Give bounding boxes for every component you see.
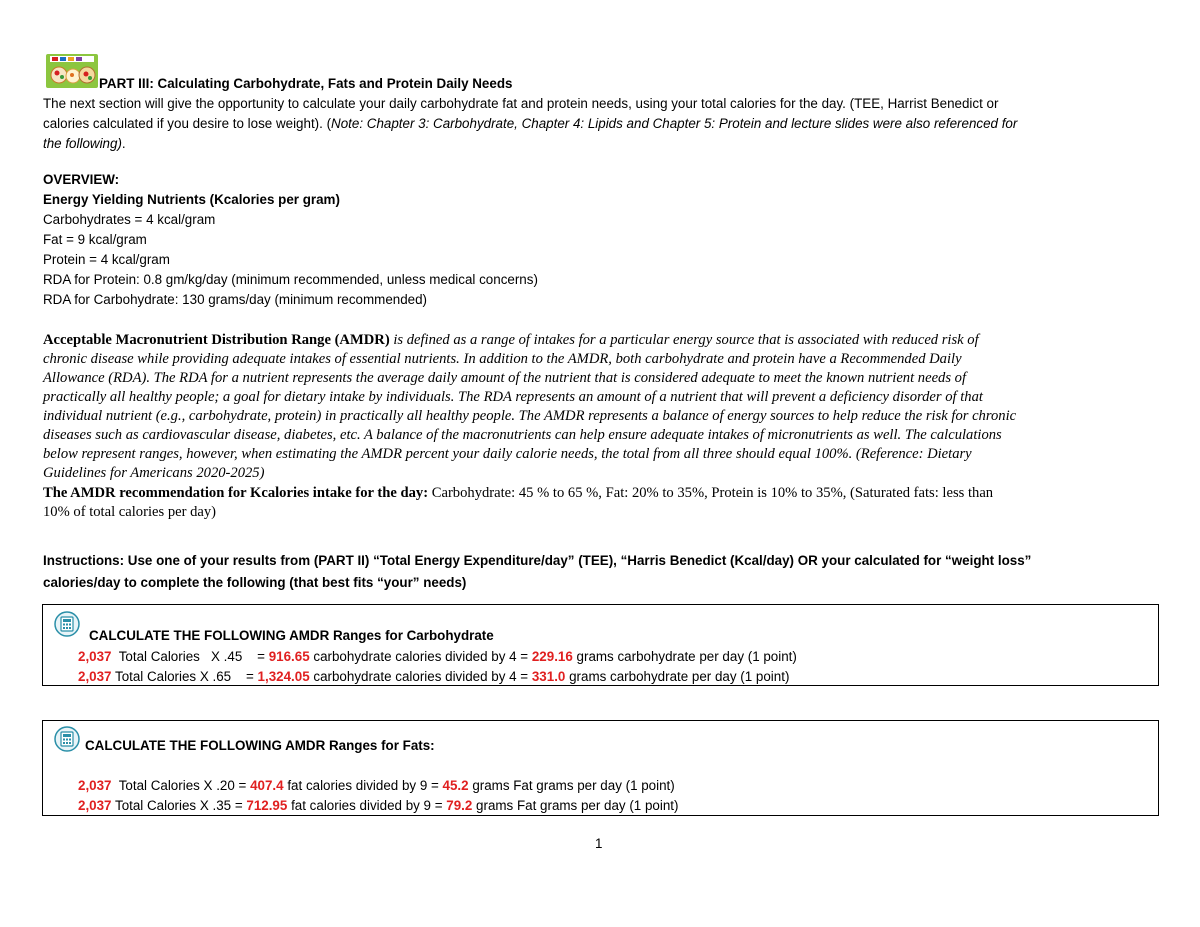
- fat-grams-value: 45.2: [442, 778, 469, 793]
- total-calories-value: 2,037: [78, 669, 112, 684]
- intro-line-3: [43, 134, 126, 154]
- row-text: Total Calories X .35 =: [111, 798, 247, 813]
- calculator-icon: [54, 611, 80, 637]
- amdr-recommendation: [43, 484, 993, 503]
- carbohydrate-box: [42, 604, 1159, 686]
- amdr-line: practically all healthy people; a goal for dietary intake by individuals. The RDA represents an amount of a nutrient that will prevent a deficiency disorder of that: [43, 389, 983, 405]
- amdr-term: Acceptable Macronutrient Distribution Range (AMDR): [43, 332, 390, 348]
- row-text: grams carbohydrate per day (1 point): [565, 669, 790, 684]
- amdr-line: chronic disease while providing adequate intakes of essential nutrients. In addition to the AMDR, both carbohydrate and protein have a Recommended Daily: [43, 351, 962, 367]
- amdr-recommendation-2: 10% of total calories per day): [43, 504, 217, 520]
- intro-line-1: The next section will give the opportunity to calculate your daily carbohydrate fat and protein needs, using your total calories for the day. (TEE, Harrist Benedict or: [43, 96, 999, 111]
- carb-calories-value: 1,324.05: [257, 669, 310, 684]
- food-plate-icon: [46, 54, 98, 88]
- fats-box: [42, 720, 1159, 816]
- amdr-line: Guidelines for Americans 2020-2025): [43, 465, 265, 481]
- row-text: carbohydrate calories divided by 4 =: [309, 649, 532, 664]
- row-text: Total Calories X .45 =: [111, 649, 269, 664]
- overview-subheading: Energy Yielding Nutrients (Kcalories per gram): [43, 192, 340, 207]
- carb-grams-value: 229.16: [531, 649, 573, 664]
- calculator-icon: [54, 726, 80, 752]
- overview-line: Carbohydrates = 4 kcal/gram: [43, 212, 216, 227]
- fat-grams-value: 79.2: [446, 798, 473, 813]
- overview-line: Fat = 9 kcal/gram: [43, 232, 147, 247]
- page-number: 1: [595, 836, 603, 851]
- row-text: grams carbohydrate per day (1 point): [572, 649, 797, 664]
- amdr-line-1: [43, 331, 979, 350]
- row-text: fat calories divided by 9 =: [287, 798, 447, 813]
- overview-line: RDA for Protein: 0.8 gm/kg/day (minimum recommended, unless medical concerns): [43, 272, 538, 287]
- carb-calories-value: 916.65: [268, 649, 310, 664]
- intro-period: .: [121, 136, 126, 151]
- fat-calories-value: 407.4: [250, 778, 284, 793]
- intro-note: Note: Chapter 3: Carbohydrate, Chapter 4: Lipids and Chapter 5: Protein and lecture slides were also referenced for: [331, 116, 1018, 131]
- carb-grams-value: 331.0: [531, 669, 566, 684]
- amdr-line: below represent ranges, however, when estimating the AMDR percent your daily calorie needs, the total from all three should equal 100%. (Reference: Dietary: [43, 446, 972, 462]
- row-text: grams Fat grams per day (1 point): [472, 798, 679, 813]
- instructions-line-1: Instructions: Use one of your results from (PART II) “Total Energy Expenditure/day” (TEE), “Harris Benedict (Kcal/day) OR your calculated for “weight loss”: [43, 553, 1032, 568]
- amdr-rec-label: The AMDR recommendation for Kcalories intake for the day:: [43, 485, 429, 501]
- carb-row: [78, 647, 797, 667]
- instructions-line-2: calories/day to complete the following (that best fits “your” needs): [43, 575, 467, 590]
- total-calories-value: 2,037: [78, 649, 112, 664]
- section-title: PART III: Calculating Carbohydrate, Fats and Protein Daily Needs: [99, 76, 513, 91]
- row-text: grams Fat grams per day (1 point): [468, 778, 675, 793]
- amdr-line: individual nutrient (e.g., carbohydrate, protein) in practically all healthy people. The AMDR represents a balance of energy sources to help reduce the risk for chronic: [43, 408, 1017, 424]
- carb-row: [78, 667, 789, 687]
- row-text: fat calories divided by 9 =: [283, 778, 443, 793]
- carb-box-title: CALCULATE THE FOLLOWING AMDR Ranges for Carbohydrate: [89, 628, 494, 643]
- fat-row: [78, 796, 678, 816]
- row-text: carbohydrate calories divided by 4 =: [309, 669, 532, 684]
- total-calories-value: 2,037: [78, 798, 112, 813]
- total-calories-value: 2,037: [78, 778, 112, 793]
- intro-line-2-text: calories calculated if you desire to lose weight). (: [43, 116, 332, 131]
- row-text: Total Calories X .65 =: [111, 669, 258, 684]
- intro-note-end: the following): [43, 136, 122, 151]
- amdr-line: Allowance (RDA). The RDA for a nutrient represents the average daily amount of the nutrient that is considered adequate to meet the known nutrient needs of: [43, 370, 967, 386]
- fat-row: [78, 776, 675, 796]
- overview-line: RDA for Carbohydrate: 130 grams/day (minimum recommended): [43, 292, 428, 307]
- amdr-rec-values: Carbohydrate: 45 % to 65 %, Fat: 20% to 35%, Protein is 10% to 35%, (Saturated fats: less than: [428, 485, 994, 501]
- overview-heading: OVERVIEW:: [43, 172, 120, 187]
- overview-line: Protein = 4 kcal/gram: [43, 252, 170, 267]
- row-text: Total Calories X .20 =: [111, 778, 251, 793]
- fat-box-title: CALCULATE THE FOLLOWING AMDR Ranges for Fats:: [85, 738, 435, 753]
- fat-calories-value: 712.95: [246, 798, 288, 813]
- intro-line-2: [43, 114, 1017, 134]
- amdr-text: is defined as a range of intakes for a particular energy source that is associated with reduced risk of: [389, 332, 979, 348]
- amdr-line: diseases such as cardiovascular disease, diabetes, etc. A balance of the macronutrients can help ensure adequate intakes of micronutrients as well. The calculations: [43, 427, 1002, 443]
